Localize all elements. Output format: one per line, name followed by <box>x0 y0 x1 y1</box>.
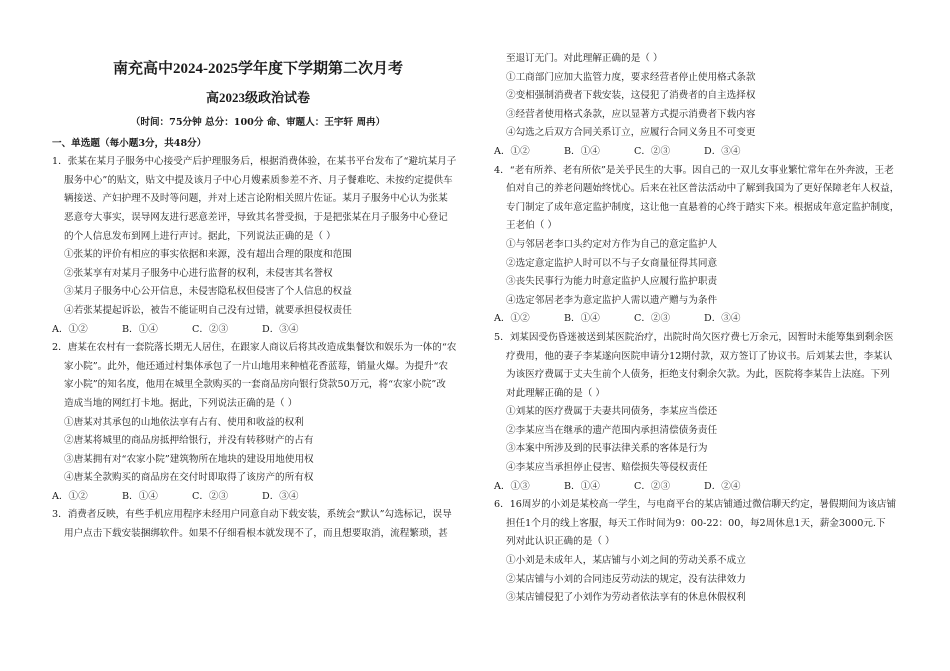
option-d: D．③④ <box>262 490 299 502</box>
section-heading: 一、单选题（每小题3分，共48分） <box>52 137 207 149</box>
option-c: C．②③ <box>634 480 671 492</box>
option-b: B．①④ <box>564 313 600 325</box>
question-3 <box>52 506 464 543</box>
question-4 <box>494 162 904 329</box>
right-column <box>494 0 904 608</box>
left-column <box>52 0 464 544</box>
answer-options <box>494 143 904 162</box>
question-text: 王老伯（ ） <box>506 220 558 232</box>
statement-item: ③本案中所涉及到的民事法律关系的客体是行为 <box>506 443 708 455</box>
option-c: C．②③ <box>192 490 229 502</box>
option-d: D．③④ <box>704 313 741 325</box>
statement-item: ②张某享有对某月子服务中心进行监督的权利，未侵害其名誉权 <box>64 267 333 279</box>
answer-options <box>494 310 904 329</box>
option-a: A．①② <box>52 490 88 502</box>
exam-subtitle: 高2023级政治试卷 <box>205 90 310 105</box>
question-text: 1．张某在某月子服务中心接受产后护理服务后，根据消费体验，在某书平台发布了“避坑某月子 <box>52 156 457 168</box>
option-b: B．①④ <box>122 323 158 335</box>
question-text: 家小院”。此外，他还通过村集体承包了一片山地用来种植花香蓝莓，销量火爆。为提升“农 <box>64 360 448 372</box>
question-1 <box>52 153 464 339</box>
statement-item: ③唐某拥有对“农家小院”建筑物所在地块的建设用地使用权 <box>64 453 314 465</box>
question-text: 的个人信息发布到网上进行声讨。据此，下列说法正确的是（ ） <box>64 230 336 242</box>
question-text: 服务中心”的贴文，贴文中提及该月子中心月嫂素质参差不齐、月子餐难吃、未按约定提供车 <box>64 174 453 186</box>
exam-info: （时间：75分钟 总分：100分 命、审题人：王宇轩 周冉） <box>130 117 386 128</box>
option-b: B．①④ <box>122 490 158 502</box>
statement-item: ①唐某对其承包的山地依法享有占有、使用和收益的权利 <box>64 416 304 428</box>
question-text: 3．消费者反映，有些手机应用程序未经用户同意自动下载安装，系统会“默认”勾选标记，误导 <box>52 509 452 521</box>
statement-item: ①与邻居老李口头约定对方作为自己的意定监护人 <box>506 238 718 250</box>
question-text: 伯对自己的养老问题始终忧心。后来在社区普法活动中了解到我国为了更好保障老年人权益， <box>506 183 900 195</box>
option-c: C．②③ <box>192 323 229 335</box>
question-5 <box>494 329 904 496</box>
question-text: 6．16周岁的小刘是某校高一学生，与电商平台的某店铺通过微信聊天约定，暑假期间为该店铺 <box>494 499 897 511</box>
statement-item: ④唐某全款购买的商品房在交付时即取得了该房产的所有权 <box>64 472 314 484</box>
question-3-continued <box>494 50 904 162</box>
statement-item: ②变相强制消费者下载安装，这侵犯了消费者的自主选择权 <box>506 90 756 102</box>
answer-options <box>494 478 904 497</box>
statement-item: ①张某的评价有相应的事实依据和来源，没有超出合理的限度和范围 <box>64 249 352 261</box>
statement-item: ②李某应当在继承的遗产范围内承担清偿债务责任 <box>506 424 718 436</box>
statement-item: ③某月子服务中心公开信息，未侵害隐私权但侵害了个人信息的权益 <box>64 286 352 298</box>
statement-item: ④勾选之后双方合同关系订立，应履行合同义务且不可变更 <box>506 127 756 139</box>
option-b: B．①④ <box>564 145 600 157</box>
option-c: C．②③ <box>634 313 671 325</box>
question-text: 用户点击下载安装捆绑软件。如果不仔细看根本就发现不了，而且想要取消，流程繁琐，甚 <box>64 528 448 540</box>
question-text: 疗费用，他的妻子李某遂向医院申请分12期付款，双方签订了协议书。后刘某去世，李某认 <box>506 350 893 362</box>
question-text: 至退订无门。对此理解正确的是（ ） <box>506 53 663 64</box>
option-d: D．③④ <box>704 145 741 157</box>
question-text: 专门制定了成年意定监护制度，这让他一直悬着的心终于踏实下来。根据成年意定监护制度， <box>506 201 900 213</box>
answer-options <box>52 488 464 507</box>
question-text: 对此理解正确的是（ ） <box>506 387 605 399</box>
question-text: 恶意夸大事实，误导网友进行恶意差评，导致其名誉受损，于是把张某在月子服务中心登记 <box>64 211 448 223</box>
answer-options <box>52 321 464 340</box>
statement-item: ④若张某提起诉讼，被告不能证明自己没有过错，就要承担侵权责任 <box>64 304 352 316</box>
question-text: 5．刘某因受伤昏迷被送到某医院治疗，出院时尚欠医疗费七万余元，因暂时未能筹集到剩余医 <box>494 331 894 343</box>
option-d: D．②④ <box>704 480 741 492</box>
statement-item: ②某店铺与小刘的合同违反劳动法的规定，没有法律效力 <box>506 573 746 585</box>
question-6 <box>494 496 904 608</box>
statement-item: ③丧失民事行为能力时意定监护人应履行监护职责 <box>506 276 718 288</box>
question-text: 造成当地的网红打卡地。据此，下列说法正确的是（ ） <box>64 397 298 409</box>
question-2 <box>52 339 464 506</box>
question-text: 列对此认识正确的是（ ） <box>506 536 615 548</box>
option-a: A．①② <box>494 313 530 325</box>
option-a: A．①② <box>52 323 88 335</box>
exam-title: 南充高中2024-2025学年度下学期第二次月考 <box>113 61 403 77</box>
statement-item: ②选定意定监护人时可以不与子女商量征得其同意 <box>506 257 718 269</box>
option-a: A．①② <box>494 145 530 157</box>
option-d: D．③④ <box>262 323 299 335</box>
statement-item: ①刘某的医疗费属于夫妻共同债务，李某应当偿还 <box>506 406 718 418</box>
statement-item: ②唐某将城里的商品房抵押给银行，并没有转移财产的占有 <box>64 435 314 447</box>
option-c: C．②③ <box>634 145 671 157</box>
question-text: 担任1个月的线上客服，每天工作时间为9：00-22：00，每2周休息1天，薪金3000元.下 <box>506 517 886 529</box>
question-text: 2．唐某在农村有一套院落长期无人居住，在跟家人商议后将其改造成集餐饮和娱乐为一体的“农 <box>52 342 457 354</box>
statement-item: ③某店铺侵犯了小刘作为劳动者依法享有的休息休假权利 <box>506 592 746 604</box>
option-a: A．①③ <box>494 480 530 492</box>
question-text: 为该医疗费属于丈夫生前个人债务，拒绝支付剩余欠款。为此，医院将李某告上法庭。下列 <box>506 369 890 381</box>
statement-item: ①工商部门应加大监管力度，要求经营者停止使用格式条款 <box>506 71 756 83</box>
question-text: 家小院”的知名度，他用在城里全款购买的一套商品房向银行贷款50万元，将“农家小院”改 <box>64 379 446 391</box>
question-text: 辆接送、产妇护理不及时等问题，并对上述言论附相关照片佐证。某月子服务中心认为张某 <box>64 193 448 205</box>
statement-item: ④李某应当承担停止侵害、赔偿损失等侵权责任 <box>506 462 708 474</box>
statement-item: ④选定邻居老李为意定监护人需以遗产赠与为条件 <box>506 294 718 306</box>
question-text: 4．“老有所养、老有所依”是关乎民生的大事。因自己的一双儿女事业繁忙常年在外奔波，王老 <box>494 164 894 176</box>
statement-item: ①小刘是未成年人，某店铺与小刘之间的劳动关系不成立 <box>506 555 746 567</box>
statement-item: ③经营者使用格式条款，应以显著方式提示消费者下载内容 <box>506 108 756 120</box>
option-b: B．①④ <box>564 480 600 492</box>
